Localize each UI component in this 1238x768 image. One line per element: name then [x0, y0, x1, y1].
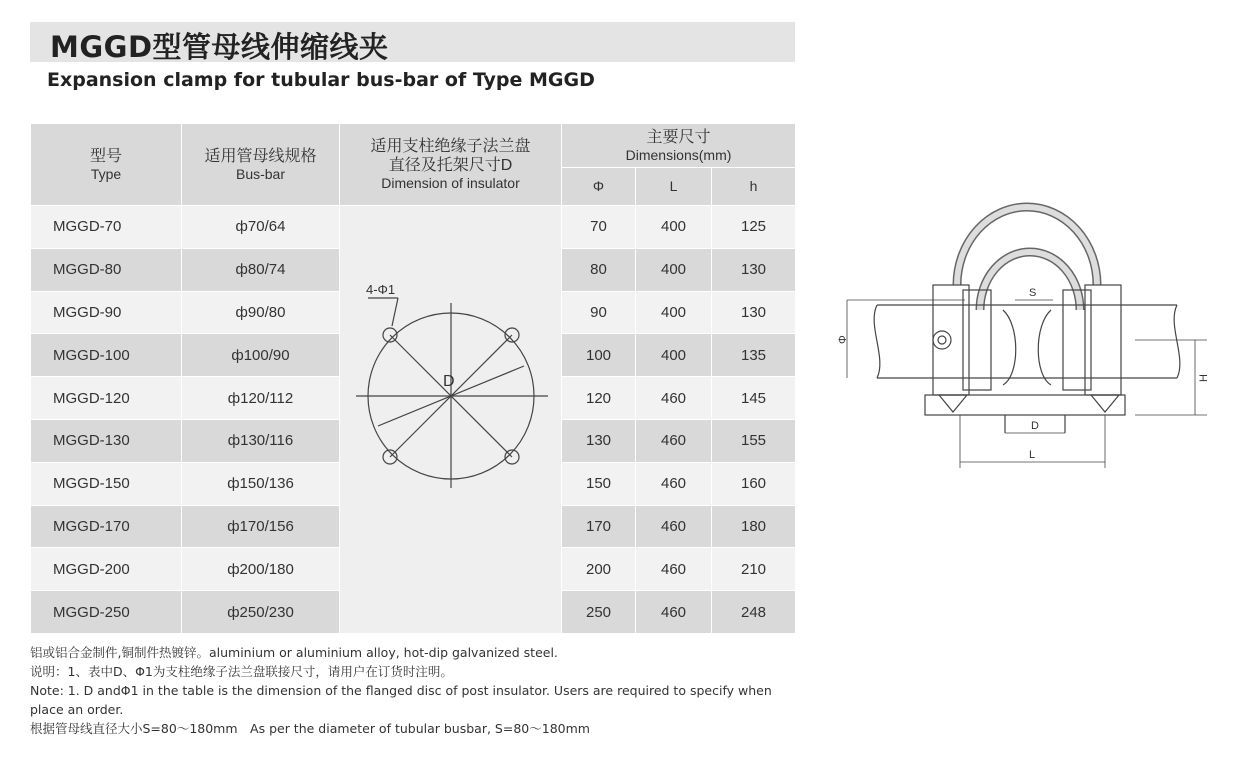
cell-busbar: ф100/90 [182, 334, 340, 377]
page-title: MGGD型管母线伸缩线夹 [50, 30, 389, 64]
note-material: 铝或铝合金制件,铜制件热镀锌。aluminium or aluminium alloy, hot-dip galvanized steel. [30, 645, 558, 660]
cell-busbar: ф130/116 [182, 419, 340, 462]
cell-h: 135 [712, 334, 796, 377]
header-type-en: Type [90, 165, 122, 182]
note-s-range: 根据管母线直径大小S=80～180mm As per the diameter of tubular busbar, S=80～180mm [30, 721, 590, 736]
cell-busbar: ф120/112 [182, 377, 340, 420]
cell-h: 125 [712, 206, 796, 249]
flange-label-d: D [443, 373, 455, 391]
cell-h: 155 [712, 419, 796, 462]
cell-type: MGGD-200 [31, 548, 182, 591]
cell-phi: 70 [562, 206, 636, 249]
title-bar [30, 22, 795, 62]
flange-label-holes: 4-Φ1 [366, 282, 396, 298]
cell-type: MGGD-100 [31, 334, 182, 377]
cell-L: 460 [636, 419, 712, 462]
flange-diagram [340, 208, 562, 626]
header-type-cn: 型号 [89, 147, 122, 165]
cell-type: MGGD-80 [31, 248, 182, 291]
header-busbar [182, 124, 340, 206]
cell-h: 210 [712, 548, 796, 591]
header-dims-en: Dimensions(mm) [625, 146, 732, 163]
cell-type: MGGD-150 [31, 462, 182, 505]
cell-type: MGGD-130 [31, 419, 182, 462]
page-subtitle: Expansion clamp for tubular bus-bar of Type MGGD [47, 69, 595, 91]
clamp-label-h: H [1198, 374, 1210, 382]
clamp-drawing [835, 190, 1215, 480]
cell-type: MGGD-250 [31, 591, 182, 634]
clamp-label-d: D [1031, 420, 1039, 432]
header-l: L [636, 168, 712, 206]
note-cn: 说明：1、表中D、Φ1为支柱绝缘子法兰盘联接尺寸，请用户在订货时注明。 [30, 664, 453, 679]
cell-L: 400 [636, 206, 712, 249]
table-row [31, 206, 796, 249]
header-type [31, 124, 182, 206]
cell-phi: 250 [562, 591, 636, 634]
clamp-label-l: L [1029, 449, 1036, 461]
cell-phi: 80 [562, 248, 636, 291]
notes [30, 643, 805, 738]
cell-busbar: ф150/136 [182, 462, 340, 505]
cell-phi: 200 [562, 548, 636, 591]
cell-phi: 170 [562, 505, 636, 548]
note-en: Note: 1. D andΦ1 in the table is the dimension of the flanged disc of post insulator. Users are required to specify when place an order. [30, 683, 772, 717]
cell-L: 460 [636, 591, 712, 634]
header-insulator-en: Dimension of insulator [381, 175, 520, 191]
cell-h: 180 [712, 505, 796, 548]
cell-L: 460 [636, 377, 712, 420]
header-dims-cn: 主要尺寸 [646, 128, 711, 146]
cell-busbar: ф70/64 [182, 206, 340, 249]
header-busbar-en: Bus-bar [235, 165, 286, 182]
flange-diagram-cell [340, 206, 562, 634]
spec-table [30, 123, 796, 634]
cell-type: MGGD-120 [31, 377, 182, 420]
cell-L: 460 [636, 548, 712, 591]
header-dimensions [562, 124, 796, 168]
cell-busbar: ф80/74 [182, 248, 340, 291]
cell-busbar: ф200/180 [182, 548, 340, 591]
cell-busbar: ф250/230 [182, 591, 340, 634]
cell-phi: 150 [562, 462, 636, 505]
cell-h: 130 [712, 248, 796, 291]
cell-phi: 100 [562, 334, 636, 377]
cell-h: 248 [712, 591, 796, 634]
cell-L: 460 [636, 505, 712, 548]
clamp-label-phi: Φ [837, 335, 849, 344]
cell-L: 460 [636, 462, 712, 505]
header-insulator-cn1: 适用支柱绝缘子法兰盘 [370, 138, 531, 155]
header-insulator-cn2: 直径及托架尺寸D [388, 157, 513, 174]
cell-h: 160 [712, 462, 796, 505]
header-insulator [340, 124, 562, 206]
cell-busbar: ф170/156 [182, 505, 340, 548]
cell-type: MGGD-70 [31, 206, 182, 249]
cell-type: MGGD-170 [31, 505, 182, 548]
cell-L: 400 [636, 334, 712, 377]
cell-phi: 90 [562, 291, 636, 334]
header-busbar-cn: 适用管母线规格 [204, 147, 317, 165]
clamp-label-s: S [1029, 287, 1037, 299]
header-phi: Φ [562, 168, 636, 206]
header-h: h [712, 168, 796, 206]
cell-h: 130 [712, 291, 796, 334]
cell-L: 400 [636, 291, 712, 334]
cell-phi: 130 [562, 419, 636, 462]
cell-phi: 120 [562, 377, 636, 420]
cell-h: 145 [712, 377, 796, 420]
cell-L: 400 [636, 248, 712, 291]
cell-busbar: ф90/80 [182, 291, 340, 334]
cell-type: MGGD-90 [31, 291, 182, 334]
